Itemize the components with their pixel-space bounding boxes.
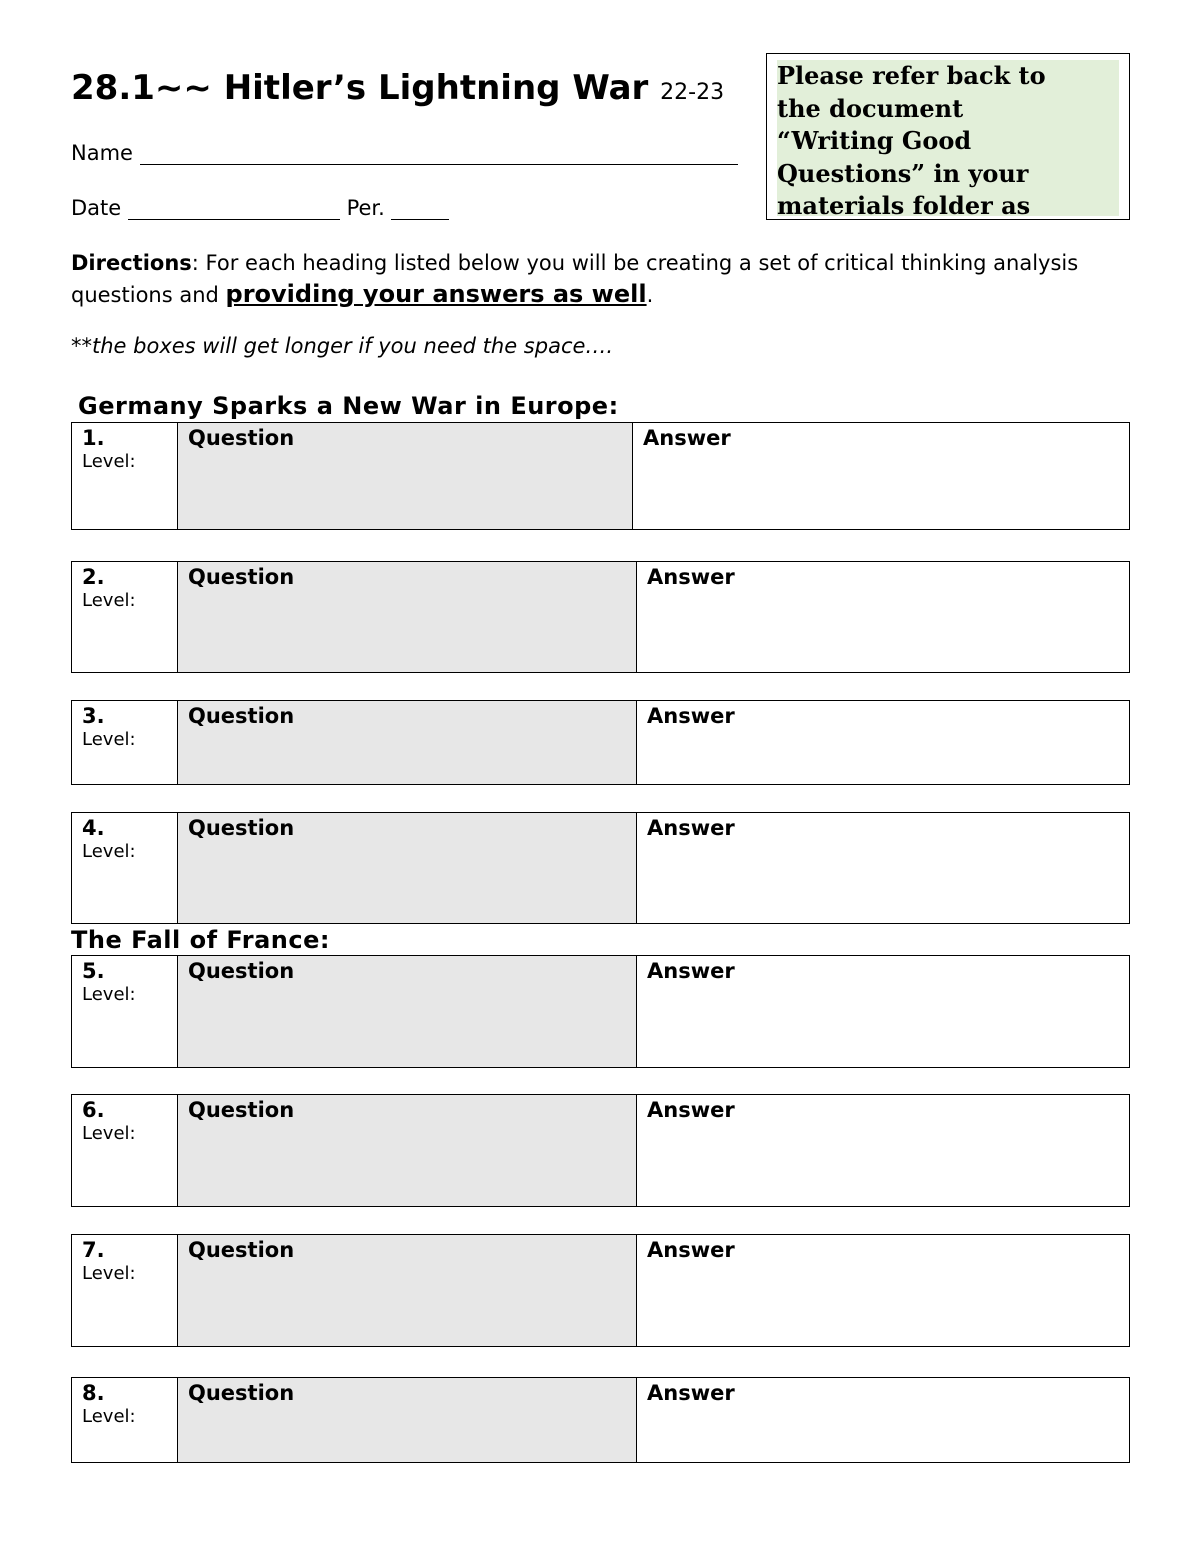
question-number: 8. xyxy=(82,1381,105,1405)
date-blank[interactable] xyxy=(128,219,340,220)
answer-label: Answer xyxy=(647,1238,735,1262)
question-cell[interactable] xyxy=(178,423,633,529)
question-label: Question xyxy=(188,704,295,728)
question-number-cell xyxy=(72,813,178,923)
question-number-cell xyxy=(72,1235,178,1346)
date-label: Date xyxy=(71,196,122,220)
note-line: materials folder as xyxy=(777,191,1031,220)
directions-emphasis: providing your answers as well xyxy=(225,280,647,308)
level-label: Level: xyxy=(82,729,136,750)
directions-text: : For each heading listed below you will be creating a set of critical thinking analysis questions and xyxy=(71,251,1079,307)
period-label: Per. xyxy=(346,196,385,220)
answer-cell[interactable] xyxy=(637,956,1129,1067)
section-heading-germany: Germany Sparks a New War in Europe: xyxy=(78,392,619,420)
answer-cell[interactable] xyxy=(637,1235,1129,1346)
note-line: the document xyxy=(777,93,964,123)
question-number-cell xyxy=(72,956,178,1067)
question-label: Question xyxy=(188,1098,295,1122)
note-line: “Writing Good xyxy=(777,126,972,155)
question-row xyxy=(71,955,1130,1068)
school-year: 22-23 xyxy=(660,80,725,105)
section-heading-france: The Fall of France: xyxy=(71,926,330,954)
question-row xyxy=(71,422,1130,530)
directions xyxy=(71,248,1141,311)
question-number: 5. xyxy=(82,959,105,983)
page-title xyxy=(71,70,724,107)
question-cell[interactable] xyxy=(178,701,637,784)
hint-text: **the boxes will get longer if you need the space…. xyxy=(71,334,614,358)
level-label: Level: xyxy=(82,590,136,611)
question-cell[interactable] xyxy=(178,813,637,923)
question-cell[interactable] xyxy=(178,956,637,1067)
answer-label: Answer xyxy=(647,704,735,728)
question-number: 3. xyxy=(82,704,105,728)
note-line: Please refer back to xyxy=(777,61,1046,90)
answer-label: Answer xyxy=(643,426,731,450)
level-label: Level: xyxy=(82,841,136,862)
question-label: Question xyxy=(188,959,295,983)
question-number: 1. xyxy=(82,426,105,450)
name-label: Name xyxy=(71,141,133,165)
question-number: 4. xyxy=(82,816,105,840)
answer-cell[interactable] xyxy=(633,423,1129,529)
answer-label: Answer xyxy=(647,959,735,983)
period-blank[interactable] xyxy=(391,219,449,220)
answer-cell[interactable] xyxy=(637,1378,1129,1462)
question-cell[interactable] xyxy=(178,562,637,672)
question-number: 2. xyxy=(82,565,105,589)
name-blank[interactable] xyxy=(140,164,738,165)
question-cell[interactable] xyxy=(178,1235,637,1346)
question-number-cell xyxy=(72,562,178,672)
answer-label: Answer xyxy=(647,1381,735,1405)
answer-label: Answer xyxy=(647,565,735,589)
level-label: Level: xyxy=(82,451,136,472)
reference-note-text xyxy=(777,60,1119,220)
question-number: 6. xyxy=(82,1098,105,1122)
level-label: Level: xyxy=(82,1123,136,1144)
answer-cell[interactable] xyxy=(637,562,1129,672)
question-number: 7. xyxy=(82,1238,105,1262)
directions-label: Directions xyxy=(71,251,192,275)
level-label: Level: xyxy=(82,1406,136,1427)
level-label: Level: xyxy=(82,1263,136,1284)
question-row xyxy=(71,1377,1130,1463)
question-label: Question xyxy=(188,426,295,450)
name-line xyxy=(71,141,738,165)
reference-note-box xyxy=(766,53,1130,220)
question-cell[interactable] xyxy=(178,1095,637,1206)
title-text: 28.1~~ Hitler’s Lightning War xyxy=(71,68,649,108)
note-line: Questions” in your xyxy=(777,158,1029,188)
question-row xyxy=(71,812,1130,924)
question-number-cell xyxy=(72,1378,178,1462)
answer-label: Answer xyxy=(647,816,735,840)
answer-cell[interactable] xyxy=(637,701,1129,784)
question-row xyxy=(71,1094,1130,1207)
level-label: Level: xyxy=(82,984,136,1005)
question-label: Question xyxy=(188,1381,295,1405)
question-number-cell xyxy=(72,423,178,529)
question-row xyxy=(71,1234,1130,1347)
answer-cell[interactable] xyxy=(637,813,1129,923)
question-cell[interactable] xyxy=(178,1378,637,1462)
directions-end: . xyxy=(646,283,654,307)
question-label: Question xyxy=(188,816,295,840)
answer-label: Answer xyxy=(647,1098,735,1122)
date-period-line xyxy=(71,196,449,220)
question-label: Question xyxy=(188,565,295,589)
answer-cell[interactable] xyxy=(637,1095,1129,1206)
question-row xyxy=(71,700,1130,785)
question-number-cell xyxy=(72,701,178,784)
question-label: Question xyxy=(188,1238,295,1262)
question-row xyxy=(71,561,1130,673)
question-number-cell xyxy=(72,1095,178,1206)
